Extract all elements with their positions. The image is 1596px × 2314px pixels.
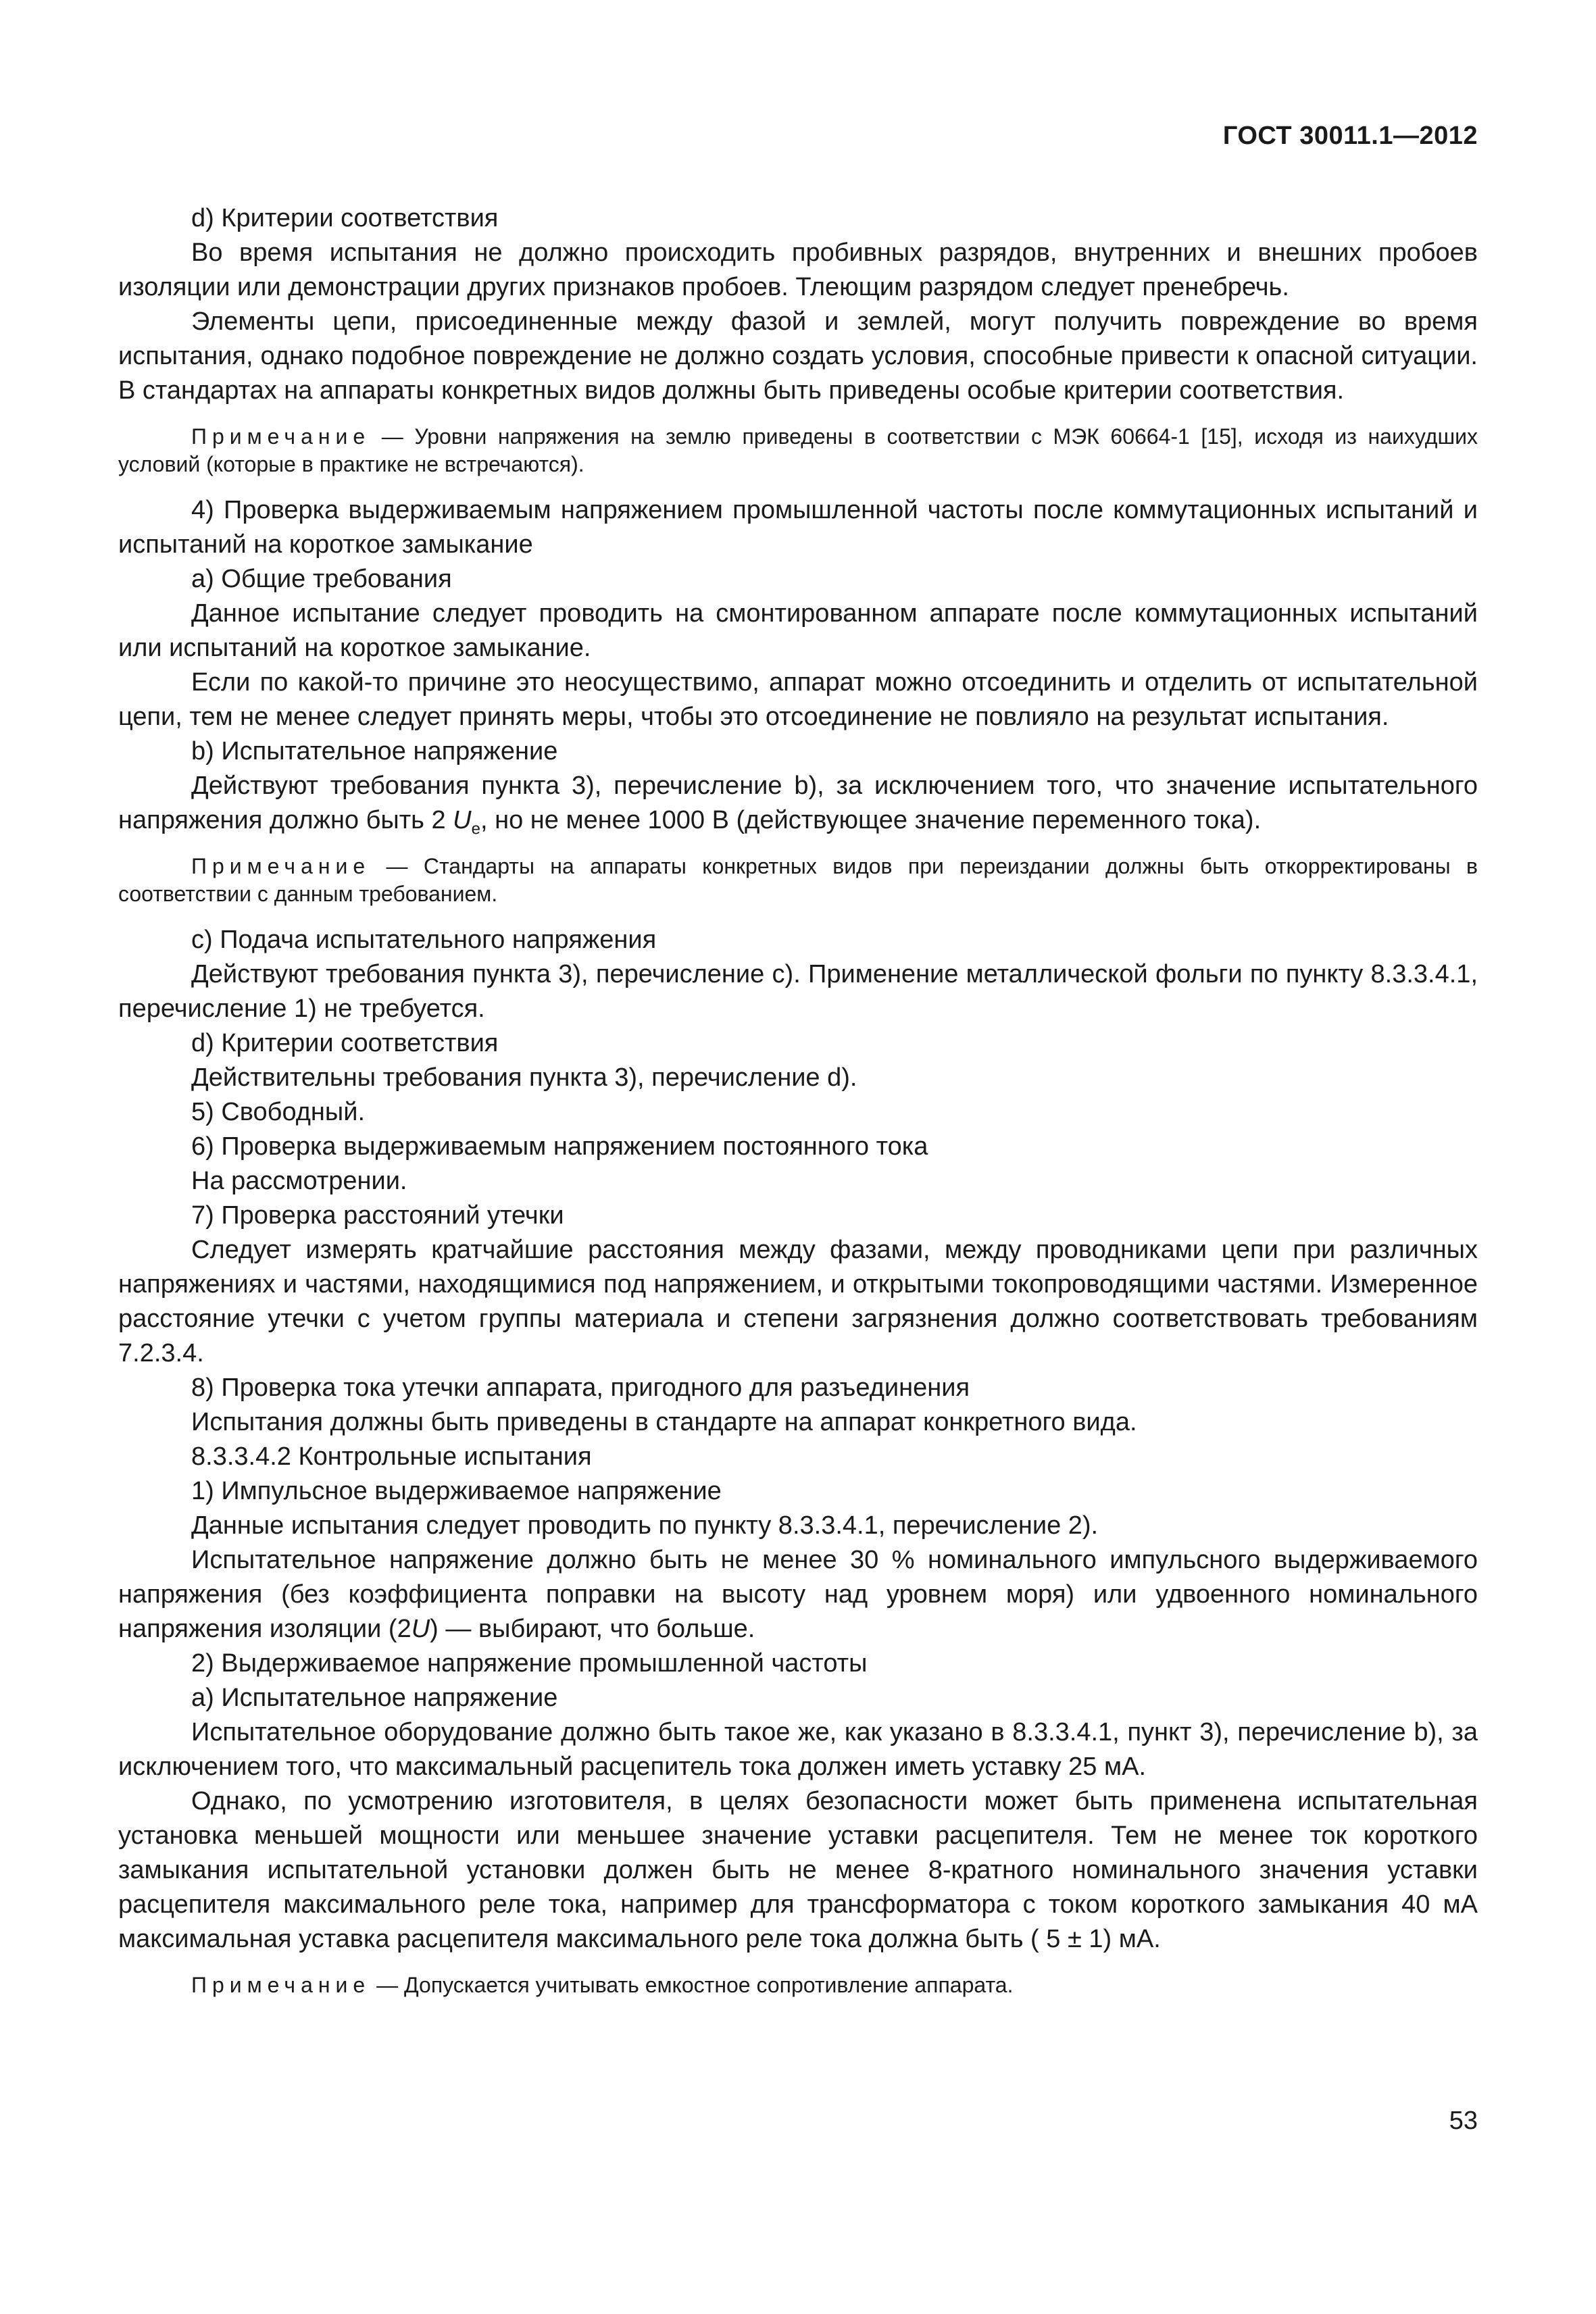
note-label: Примечание bbox=[191, 1973, 371, 1997]
body-paragraph: 7) Проверка расстояний утечки bbox=[191, 1201, 564, 1230]
body-paragraph: 1) Импульсное выдерживаемое напряжение bbox=[191, 1477, 722, 1505]
body-paragraph: 8.3.3.4.2 Контрольные испытания bbox=[191, 1442, 592, 1471]
body-paragraph: b) Испытательное напряжение bbox=[191, 737, 558, 765]
body-paragraph: Действуют требования пункта 3), перечисление c). Применение металлической фольги по пункту 8.3.3.4.1, перечисление 1) не требуется. bbox=[118, 960, 1478, 1023]
body-paragraph: c) Подача испытательного напряжения bbox=[191, 926, 657, 954]
body-paragraph: 6) Проверка выдерживаемым напряжением постоянного тока bbox=[191, 1132, 928, 1161]
body-paragraph: 4) Проверка выдерживаемым напряжением промышленной частоты после коммутационных испытаний и испытаний на короткое замыкание bbox=[118, 496, 1478, 559]
body-paragraph: 8) Проверка тока утечки аппарата, пригодного для разъединения bbox=[191, 1374, 970, 1402]
body-paragraph: d) Критерии соответствия bbox=[191, 1029, 499, 1057]
text-segment: , но не менее 1000 В (действующее значение переменного тока). bbox=[480, 806, 1262, 834]
document-body bbox=[118, 201, 1478, 2014]
body-paragraph: a) Испытательное напряжение bbox=[191, 1684, 558, 1712]
text-segment: ) — выбирают, что больше. bbox=[430, 1615, 755, 1643]
body-paragraph: Испытательное оборудование должно быть такое же, как указано в 8.3.3.4.1, пункт 3), перечисление b), за исключением того, что максимальный расцепитель тока должен иметь уставку 25 мА. bbox=[118, 1718, 1478, 1781]
note-text: — Стандарты на аппараты конкретных видов при переиздании должны быть откорректированы в соответствии с данным требованием. bbox=[118, 854, 1478, 906]
note-label: Примечание bbox=[191, 424, 371, 449]
body-paragraph: d) Критерии соответствия bbox=[191, 204, 499, 232]
body-paragraph: Если по какой-то причине это неосуществимо, аппарат можно отсоединить и отделить от испытательной цепи, тем не менее следует принять меры, чтобы это отсоединение не повлияло на результат испытания. bbox=[118, 668, 1478, 731]
variable-subscript: e bbox=[471, 820, 480, 838]
body-paragraph: 5) Свободный. bbox=[191, 1098, 366, 1126]
body-paragraph: На рассмотрении. bbox=[191, 1167, 407, 1195]
document-id: ГОСТ 30011.1—2012 bbox=[1222, 122, 1478, 150]
variable-symbol: U bbox=[411, 1615, 430, 1643]
note-text: — Уровни напряжения на землю приведены в соответствии с МЭК 60664-1 [15], исходя из наихудших условий (которые в практике не встречаются). bbox=[118, 424, 1478, 476]
note-paragraph bbox=[118, 423, 1478, 478]
body-paragraph: Элементы цепи, присоединенные между фазой и землей, могут получить повреждение во время испытания, однако подобное повреждение не должно создать условия, способные привести к опасной ситуации. В стандартах на аппараты конкретных видов должны быть приведены особые критерии соответствия. bbox=[118, 307, 1478, 405]
text-segment: Действуют требования пункта 3), перечисление b), за исключением того, что значение испытательного напряжения должно быть 2 bbox=[118, 772, 1478, 834]
body-paragraph: Во время испытания не должно происходить пробивных разрядов, внутренних и внешних пробоев изоляции или демонстрации других признаков пробоев. Тлеющим разрядом следует пренебречь. bbox=[118, 238, 1478, 301]
body-paragraph: Следует измерять кратчайшие расстояния между фазами, между проводниками цепи при различных напряжениях и частями, находящимися под напряжением, и открытыми токопроводящими частями. Измеренное расстояние утечки с учетом группы материала и степени загрязнения должно соответствовать требованиям 7.2.3.4. bbox=[118, 1236, 1478, 1367]
body-paragraph: Данное испытание следует проводить на смонтированном аппарате после коммутационных испытаний или испытаний на короткое замыкание. bbox=[118, 599, 1478, 662]
body-paragraph: Однако, по усмотрению изготовителя, в целях безопасности может быть применена испытательная установка меньшей мощности или меньшее значение уставки расцепителя. Тем не менее ток короткого замыкания испытательной установки должен быть не менее 8-кратного номинального значения уставки расцепителя максимального реле тока, например для трансформатора с током короткого замыкания 40 мА максимальная уставка расцепителя максимального реле тока должна быть ( 5 ± 1) мА. bbox=[118, 1787, 1478, 1953]
body-paragraph: 2) Выдерживаемое напряжение промышленной частоты bbox=[191, 1649, 868, 1678]
note-paragraph bbox=[118, 853, 1478, 908]
variable-symbol: U bbox=[453, 806, 472, 834]
note-text: — Допускается учитывать емкостное сопротивление аппарата. bbox=[370, 1973, 1014, 1997]
body-paragraph: Испытания должны быть приведены в стандарте на аппарат конкретного вида. bbox=[191, 1408, 1137, 1436]
body-paragraph: a) Общие требования bbox=[191, 565, 452, 593]
note-paragraph bbox=[118, 1971, 1478, 1999]
body-paragraph: Действительны требования пункта 3), перечисление d). bbox=[191, 1063, 857, 1092]
body-paragraph bbox=[118, 1543, 1478, 1646]
note-label: Примечание bbox=[191, 854, 371, 878]
text-segment: Испытательное напряжение должно быть не менее 30 % номинального импульсного выдерживаемого напряжения (без коэффициента поправки на высоту над уровнем моря) или удвоенного номинального напряжения изоляции (2 bbox=[118, 1546, 1478, 1643]
body-paragraph: Данные испытания следует проводить по пункту 8.3.3.4.1, перечисление 2). bbox=[191, 1511, 1099, 1540]
page-number: 53 bbox=[1449, 2107, 1478, 2135]
body-paragraph bbox=[118, 769, 1478, 838]
